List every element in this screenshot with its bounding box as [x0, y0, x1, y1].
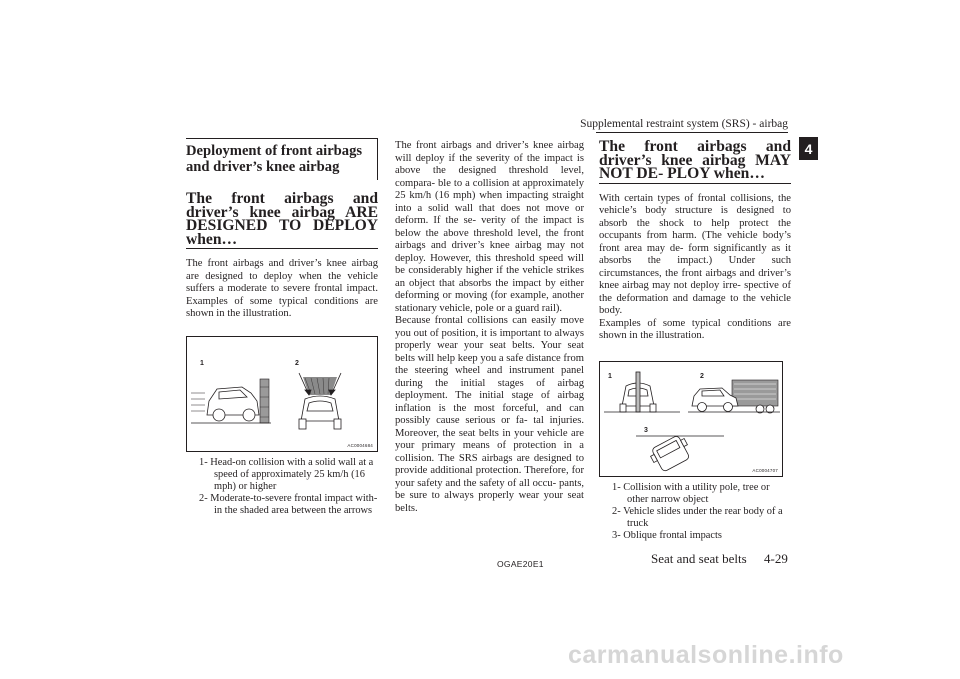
site-watermark: carmanualsonline.info [568, 641, 844, 669]
caption-item: 2- Moderate-to-severe frontal impact with- in the shaded area between the arrows [199, 492, 378, 516]
car-side-under-truck-icon [692, 388, 738, 412]
not-deploy-paragraph: With certain types of frontal collisions, the vehicle’s body structure is designed to absorb the shock to help protect the occupants from harm. (The vehicle body’s front area may de- form significantly as it absorbs the impact.) Under such circumstances, the front airbags and driver’s knee airbag may not deploy irre- spective of the deformation and damage to the vehicle body. [599, 192, 791, 316]
left-column [186, 138, 378, 517]
running-head: Supplemental restraint system (SRS) - airbag [580, 118, 788, 130]
figure-code: AC0004684 [347, 442, 373, 448]
car-front-view-icon [299, 396, 341, 429]
car-front-pole-icon [620, 372, 656, 412]
solid-wall-icon [260, 379, 269, 423]
seat-belt-paragraph: Because frontal collisions can easily move you out of position, it is important to always properly wear your seat belts. Your seat belts will help keep you a safe distance from the steering wheel and instrument panel during the initial stages of airbag deployment. The initial stage of airbag inflation is the most forceful, and can possibly cause serious or fa- tal injuries. Moreover, the seat belts in your vehicle are your primary means of protection in a collision. The SRS airbags are designed to provide additional protection. Therefore, for your safety and the safety of all occu- pants, be sure to always properly wear your seat belts. [395, 315, 584, 514]
right-column [599, 138, 791, 542]
deploy-subheading: The front airbags and driver’s knee airbag ARE DESIGNED TO DEPLOY when… [186, 190, 378, 248]
figure-code: AC0004707 [752, 467, 778, 473]
deploy-illustration [186, 336, 378, 452]
figure-label-2: 2 [700, 372, 704, 380]
caption-item: 1- Collision with a utility pole, tree or other narrow object [612, 481, 770, 505]
caption-item: 1- Head-on collision with a solid wall at a speed of approximately 25 km/h (16 mph) or higher [199, 456, 374, 492]
not-deploy-illustration [599, 361, 783, 477]
not-deploy-illustration-svg [600, 362, 782, 476]
truck-rear-icon [732, 380, 778, 413]
not-deploy-caption-list [612, 482, 791, 542]
examples-paragraph: Examples of some typical conditions are shown in the illustration. [599, 317, 791, 341]
section-title-box [186, 138, 378, 180]
figure-label-2: 2 [295, 359, 299, 367]
page-number: 4-29 [764, 551, 788, 566]
header-rule [596, 132, 788, 133]
deploy-caption-list [199, 457, 378, 517]
car-oblique-icon [648, 433, 694, 474]
middle-column [395, 140, 584, 515]
section-title: Deployment of front airbags and driver’s knee airbag [186, 143, 363, 175]
caption-item: 3- Oblique frontal impacts [612, 529, 722, 541]
footer-section-title: Seat and seat belts [651, 551, 747, 566]
figure-label-3: 3 [644, 426, 648, 434]
figure-label-1: 1 [608, 372, 612, 380]
deploy-illustration-svg [187, 337, 377, 451]
car-side-view-icon [207, 387, 259, 421]
chapter-tab: 4 [799, 137, 818, 160]
deploy-intro-paragraph: The front airbags and driver’s knee airbag are designed to deploy when the vehicle suffers a moderate to severe frontal impact. Examples of some typical conditions are shown in the illustration. [186, 258, 378, 319]
document-code: OGAE20E1 [497, 559, 544, 569]
speed-lines [191, 393, 205, 411]
figure-label-1: 1 [200, 359, 204, 367]
not-deploy-subheading: The front airbags and driver’s knee airbag MAY NOT DE- PLOY when… [599, 138, 791, 182]
caption-item: 2- Vehicle slides under the rear body of a truck [612, 505, 783, 529]
threshold-paragraph: The front airbags and driver’s knee airbag will deploy if the severity of the impact is above the designed threshold level, compara- ble to a collision at approximately 25 km/h (16 mph) when impacting straight into a solid wall that does not move or deform. If the se- verity of the impact is below the above threshold level, the front airbags and driver’s knee airbag may not deploy. However, this threshold speed will be considerably higher if the vehicle strikes an object that absorbs the impact by either deforming or moving (for example, another stationary vehicle, pole or a guard rail). [395, 140, 584, 314]
